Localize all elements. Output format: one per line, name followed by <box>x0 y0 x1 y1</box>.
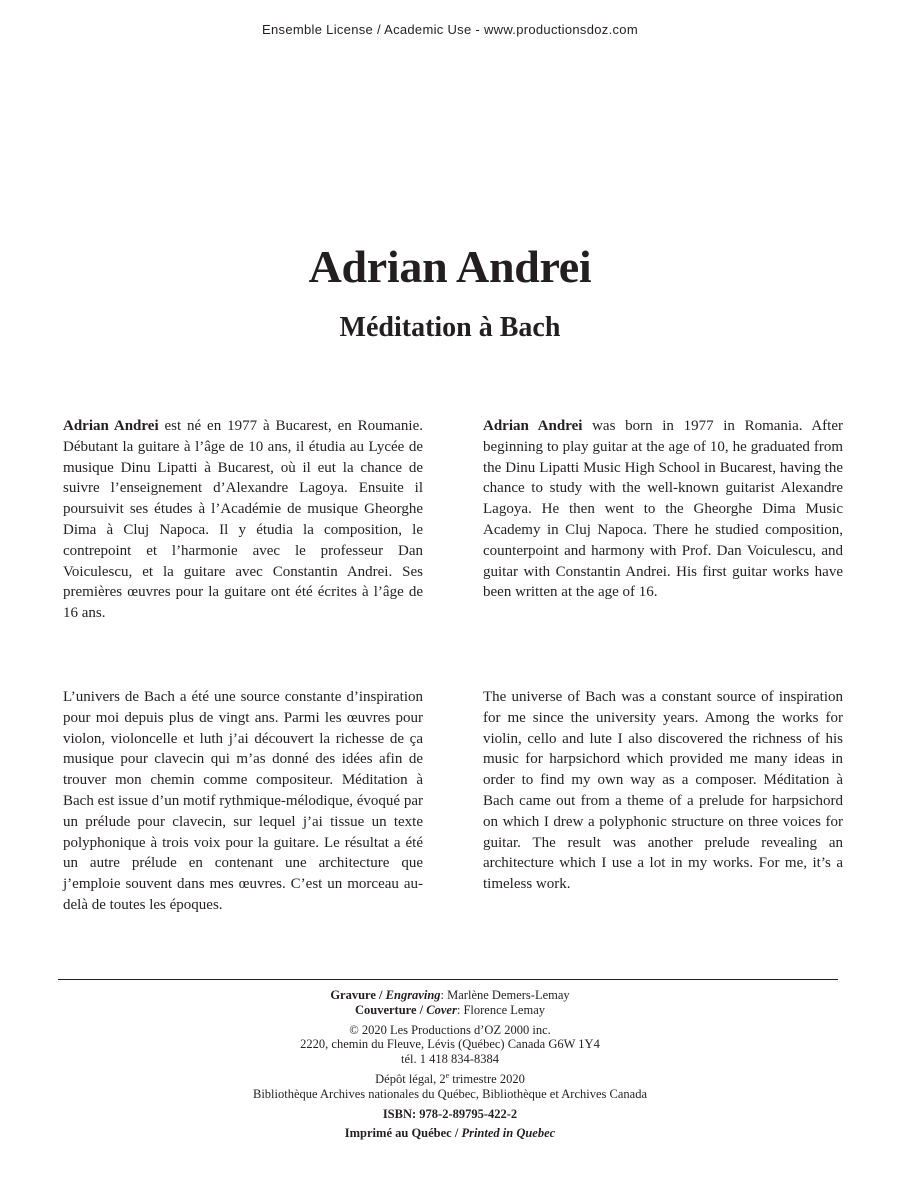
piece-title: Méditation à Bach <box>339 312 561 343</box>
printed-in: Imprimé au Québec / Printed in Quebec <box>344 1126 556 1141</box>
bio-fr-text: est né en 1977 à Bucarest, en Roumanie. Débutant la guitare à l’âge de 10 ans, il étudia au Lycée de musique Dinu Lipatti à Bucarest, où il eut la chance de suivre l’enseignement d’Alexandre Lagoya. Ensuite il poursuivit ses études à l’Académie de musique Gheorghe Dima à Cluj Napoca. Il y étudia la composition, le contrepoint et l’harmonie avec le professeur Dan Voiculescu, et la guitare avec Constantin Andrei. Ses premières œuvres pour la guitare ont été écrites à l’âge de 16 ans. <box>63 418 423 622</box>
bio-en-text: was born in 1977 in Romania. After beginning to play guitar at the age of 10, he graduated from the Dinu Lipatti Music High School in Bucarest, having the chance to study with the well-known guitarist Alexandre Lagoya. He then went to the Gheorghe Dima Music Academy in Cluj Napoca. There he studied composition, counterpoint and harmony with Prof. Dan Voiculescu, and guitar with Constantin Andrei. His first guitar works have been written at the age of 16. <box>483 418 843 601</box>
composer-name: Adrian Andrei <box>308 241 592 292</box>
copyright-line: © 2020 Les Productions d’OZ 2000 inc. <box>349 1022 551 1037</box>
bio-en-name: Adrian Andrei <box>483 418 583 434</box>
program-note-french: L’univers de Bach a été une source constante d’inspiration pour moi depuis plus de vingt ans. Parmi les œuvres pour violon, violoncelle et luth j’ai découvert la richesse de ça musique pour clavecin qui m’as donné des idées afin de trouver mon chemin comme compositeur. Méditation à Bach est issue d’un motif rythmique-mélodique, évoqué par un prélude pour clavecin, sur lequel j’ai tissue un texte polyphonique à trois voix pour la guitare. Le résultat a été un autre prélude en contenant une architecture que j’emploie souvent dans mes œuvres. C’est un morceau au-delà de toutes les époques. <box>63 689 423 913</box>
legal-deposit: Dépôt légal, 2e trimestre 2020 <box>375 1070 525 1086</box>
engraving-credit: Gravure / Engraving: Marlène Demers-Lemay <box>330 988 570 1002</box>
bio-fr-name: Adrian Andrei <box>63 418 159 434</box>
publisher-phone: tél. 1 418 834-8384 <box>401 1052 499 1067</box>
license-header: Ensemble License / Academic Use - www.productionsdoz.com <box>262 22 638 37</box>
credits-block <box>0 988 900 1141</box>
publisher-address: 2220, chemin du Fleuve, Lévis (Québec) Canada G6W 1Y4 <box>300 1037 600 1052</box>
divider-rule <box>58 979 838 980</box>
isbn: ISBN: 978-2-89795-422-2 <box>382 1106 518 1121</box>
archives-line: Bibliothèque Archives nationales du Québec, Bibliothèque et Archives Canada <box>253 1086 647 1101</box>
biography-french <box>63 416 423 624</box>
biography-english <box>483 416 843 603</box>
cover-credit: Couverture / Cover: Florence Lemay <box>354 1002 546 1017</box>
program-note-english: The universe of Bach was a constant source of inspiration for me since the university years. Among the works for violin, cello and lute I also discovered the richness of his music for harpsichord which provided me many ideas in order to find my own way as a composer. Méditation à Bach came out from a theme of a prelude for harpsichord on which I drew a polyphonic structure on three voices for guitar. The result was another prelude revealing an architecture which I use a lot in my works. For me, it’s a timeless work. <box>483 689 843 893</box>
